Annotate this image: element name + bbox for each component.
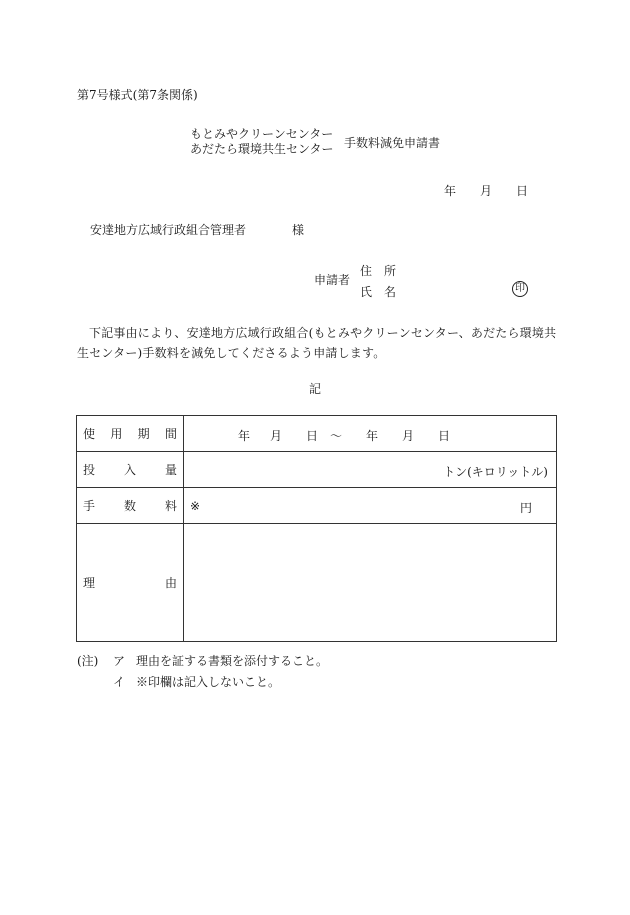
table-row-fee — [77, 488, 557, 524]
period-end-day: 日 — [438, 429, 451, 443]
fee-label-char: 料 — [164, 499, 177, 513]
notes — [77, 651, 328, 693]
period-start-year: 年 — [238, 429, 251, 443]
amount-label-char: 入 — [123, 463, 136, 477]
amount-label-cell — [77, 452, 184, 488]
period-start-month: 月 — [270, 429, 283, 443]
period-value-cell[interactable] — [184, 416, 557, 452]
date-year-label: 年 — [444, 184, 457, 198]
period-tilde: 〜 — [330, 429, 343, 443]
facility-names — [190, 127, 334, 157]
request-statement-text: 下記事由により、安達地方広域行政組合(もとみやクリーンセンター、あだたら環境共生センター)手数料を減免してくださるよう申請します。 — [77, 326, 557, 360]
period-label-cell — [77, 416, 184, 452]
period-end-month: 月 — [402, 429, 415, 443]
address-label: 住 所 — [360, 264, 397, 278]
fee-label-char: 手 — [83, 499, 96, 513]
period-label-char: 期 — [137, 427, 150, 441]
period-fields — [238, 427, 450, 444]
reason-label-char: 由 — [164, 576, 177, 590]
reason-value-cell[interactable] — [184, 524, 557, 642]
period-label-char: 間 — [164, 427, 177, 441]
applicant-label: 申請者 — [314, 273, 351, 287]
amount-label-char: 量 — [164, 463, 177, 477]
name-label: 氏 名 — [360, 285, 397, 299]
fee-unit: 円 — [519, 501, 532, 515]
fee-label-cell — [77, 488, 184, 524]
amount-unit: トン(キロリットル) — [443, 465, 548, 479]
request-statement — [77, 323, 557, 363]
amount-value-cell[interactable] — [184, 452, 557, 488]
table-row-reason — [77, 524, 557, 642]
ki-heading: 記 — [309, 382, 322, 396]
amount-label-char: 投 — [83, 463, 96, 477]
note-mark: イ — [113, 675, 126, 689]
application-table — [76, 415, 557, 642]
note-line-2 — [77, 672, 328, 693]
table-row-period — [77, 416, 557, 452]
period-end-year: 年 — [366, 429, 379, 443]
note-text: 理由を証する書類を添付すること。 — [136, 654, 329, 668]
document-title: 手数料減免申請書 — [344, 136, 441, 150]
period-label-char: 使 — [83, 427, 96, 441]
fee-value-cell — [184, 488, 557, 524]
date-day-label: 日 — [516, 184, 529, 198]
reason-label-char: 理 — [83, 576, 96, 590]
table-row-amount — [77, 452, 557, 488]
note-line-1 — [77, 651, 328, 672]
date-line — [444, 182, 528, 199]
form-number: 第7号様式(第7条関係) — [77, 88, 198, 102]
note-text: ※印欄は記入しないこと。 — [136, 675, 281, 689]
notes-heading: (注) — [77, 654, 99, 668]
office-use-mark: ※ — [190, 499, 201, 513]
seal-mark: 印 — [512, 281, 528, 297]
facility-name-1: もとみやクリーンセンター — [190, 127, 334, 141]
period-start-day: 日 — [306, 429, 319, 443]
fee-label-char: 数 — [123, 499, 136, 513]
period-label-char: 用 — [110, 427, 123, 441]
date-month-label: 月 — [480, 184, 493, 198]
addressee: 安達地方広域行政組合管理者 — [90, 223, 247, 237]
honorific: 様 — [292, 223, 305, 237]
reason-label-cell — [77, 524, 184, 642]
note-mark: ア — [113, 654, 126, 668]
facility-name-2: あだたら環境共生センター — [190, 142, 334, 156]
